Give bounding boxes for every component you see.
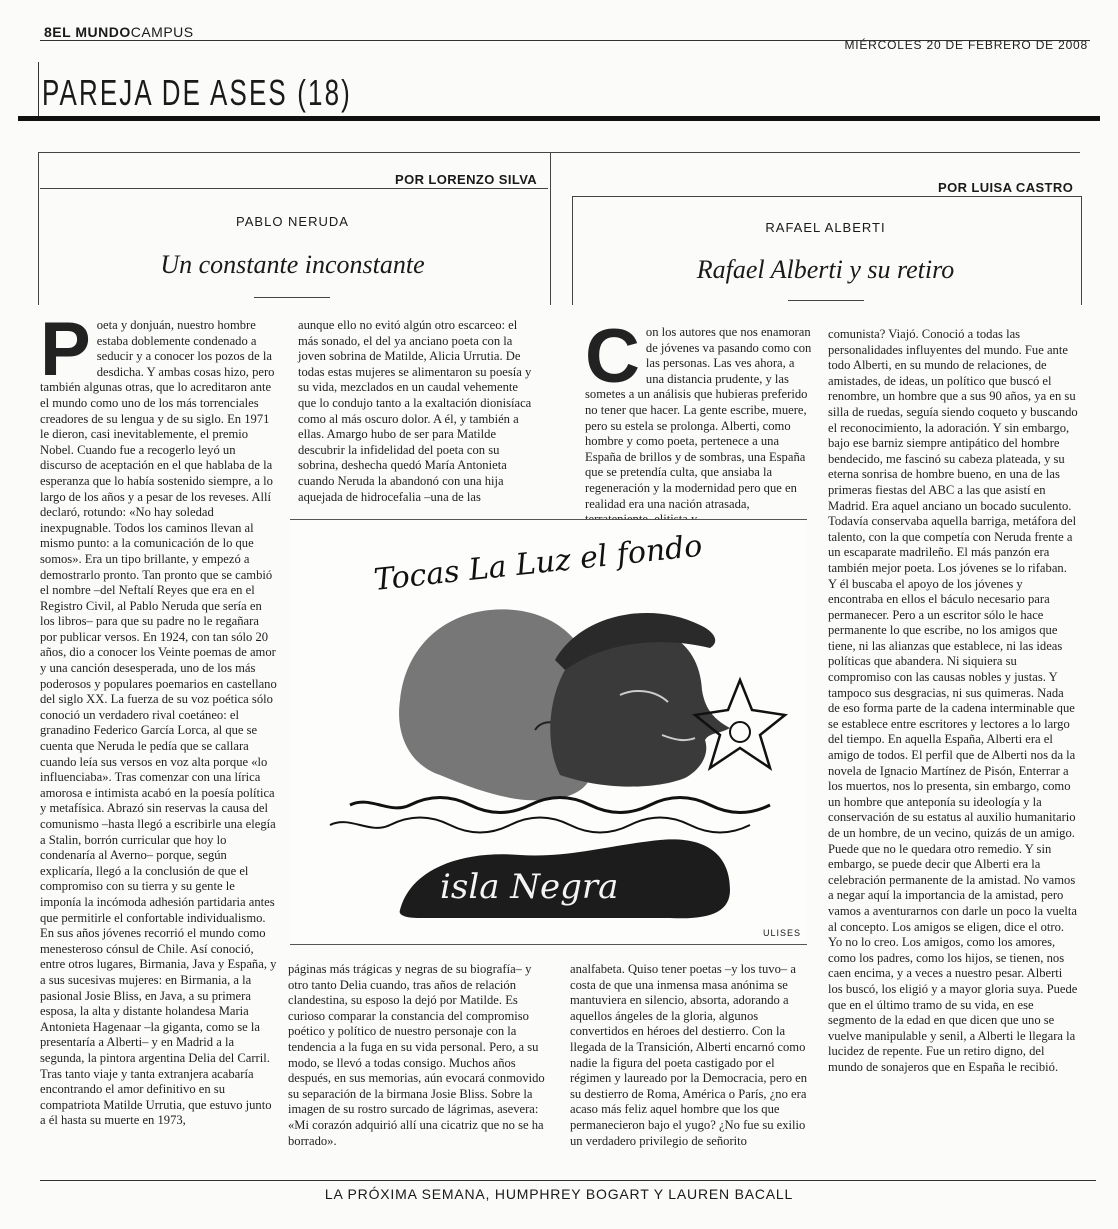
illustration-bottom-text: isla Negra <box>440 867 619 907</box>
left-column-2-bottom-text: páginas más trágicas y negras de su biografía– y otro tanto Delia cuando, tras años de relación clandestina, su esposo la dejó por Matilde. Es curioso comparar la constancia del compromiso poético y político de nuestro personaje con la tendencia a la fuga en su vida personal. Pero, a su modo, se llevó a todas consigo. Muchos años después, en sus memorias, aún evocará conmovido su separación de la birmana Josie Bliss. Sobre la imagen de su rostro surcado de lágrimas, asevera: «Mi corazón adquirió allí una cicatriz que no se ha borrado». <box>288 962 545 1148</box>
right-article-frame <box>572 196 1082 305</box>
left-headline: Un constante inconstante <box>160 250 425 279</box>
left-article-column-1 <box>40 307 278 1176</box>
star-spiral-icon <box>730 722 750 742</box>
header-rule <box>40 40 1090 41</box>
header-vertical-rule <box>38 62 39 118</box>
right-byline-rule <box>572 196 1080 197</box>
right-subject: RAFAEL ALBERTI <box>765 220 886 235</box>
right-article-column-1-bottom <box>570 962 815 1174</box>
illustration-credit: ULISES <box>762 928 801 938</box>
right-headline-rule <box>788 300 864 301</box>
right-byline: POR LUISA CASTRO <box>938 180 1074 195</box>
illustration-drawing <box>290 520 807 944</box>
illustration-neruda-alberti <box>290 519 807 945</box>
series-title: PAREJA DE ASES (18) <box>42 72 352 113</box>
footer-rule <box>40 1180 1096 1181</box>
dateline: MIÉRCOLES 20 DE FEBRERO DE 2008 <box>844 38 1088 52</box>
left-frame-rule <box>38 152 1080 153</box>
header-thick-rule <box>18 116 1100 121</box>
left-byline: POR LORENZO SILVA <box>395 172 538 187</box>
left-column-1-text: oeta y donjuán, nuestro hombre estaba doblemente condenado a seducir y a conocer los pozos de la desdicha. Y ambas cosas hizo, pero también algunas otras, que lo acreditaron ante el mundo como uno de los más torrenciales creadores de su lengua y de su siglo. En 1971 le dieron, casi inevitablemente, el premio Nobel. Cuando fue a recogerlo leyó un discurso de aceptación en el que hablaba de la esperanza que lo había sostenido siempre, a lo largo de los años y a pesar de los reveses. Allí declaró, rotundo: «No hay soledad inexpugnable. Todos los caminos llevan al mismo punto: a la comunicación de lo que somos». Era un tipo brillante, y empezó a demostrarlo pronto. Tan pronto que se cambió el nombre –del Neftalí Reyes que era en el Registro Civil, al Pablo Neruda que sería en los libros– para que su padre no le regañara por publicar versos. En 1924, con tan sólo 20 años, dio a conocer los Veinte poemas de amor y una canción desesperada, uno de los más poderosos y populares poemarios en castellano del siglo XX. La fuerza de su voz poética sólo conoció un verdadero rival coetáneo: el granadino Federico García Lorca, al que se cuenta que Neruda le pedía que se callara cuando leía sus versos en voz alta porque «lo influenciaba». Tras comenzar con una lírica amorosa e intimista acabó en la poesía política y metafísica. Abrazó sin reservas la causa del comunismo –hasta llegó a escribirle una elegía a Stalin, borrón curricular que hoy lo condenaría al Averno– porque, según explicaría, llegó a la conclusión de que el compromiso con su tierra y su gente le imponía la incómoda adhesión partidaria antes que permitirle el confortable individualismo. En sus años jóvenes recorrió el mundo como menesteroso cónsul de Chile. Así conoció, entre otros lugares, Birmania, Java y España, y a sus sucesivas mujeres: en Birmania, a la pasional Josie Bliss, en Java, a su primera esposa, la alta y distante holandesa Maria Antonieta Hagenaar –la giganta, como se la presentaría a Alberti– y en Madrid a la segunda, la pintora argentina Delia del Carril. Tras tanto viaje y tanta extranjera acabaría encontrando el amor definitivo en su compatriota Matilde Urrutia, que estuvo junto a él hasta su muerte en 1973, <box>40 318 277 1128</box>
next-week-teaser: LA PRÓXIMA SEMANA, HUMPHREY BOGART Y LAUREN BACALL <box>324 1186 794 1202</box>
wave-line-bottom <box>330 818 750 833</box>
right-article-column-1-top <box>585 314 815 515</box>
masthead <box>44 24 194 40</box>
publication-name: EL MUNDO <box>52 24 131 40</box>
left-article-column-2-bottom <box>288 962 550 1174</box>
left-column-2-top-text: aunque ello no evitó algún otro escarceo: el más sonado, el del ya anciano poeta con la joven sobrina de Matilde, Alicia Urrutia. De todas estas mujeres se alimentaron su poesía y su vida, mezclados en un caudal vehemente que lo condujo tanto a la exaltación dionisíaca como al más oscuro dolor. A él, y también a ellas. Amargo hubo de ser para Matilde descubrir la infidelidad del poeta con su sobrina, deshecha quedó María Antonieta cuando Neruda la abandonó con una hija aquejada de hidrocefalia –una de las <box>298 318 532 504</box>
right-column-1-bottom-text: analfabeta. Quiso tener poetas –y los tuvo– a costa de que una inmensa masa anónima se mantuviera en silencio, absorta, adorando a aquellos ángeles de la gloria, algunos convertidos en héroes del destierro. Con la llegada de la Transición, Alberti encarnó como nadie la figura del poeta castigado por el régimen y laureado por la Democracia, pero en su destierro de Roma, América o París, ¿no era acaso más feliz aquel hombre que los que permanecieron bajo el yugo? ¿No fue su exilio un verdadero privilegio de señorito <box>570 962 808 1148</box>
right-headline: Rafael Alberti y su retiro <box>696 255 955 284</box>
page-number: 8 <box>44 24 53 40</box>
right-dropcap: C <box>585 314 640 399</box>
left-headline-rule <box>254 297 330 298</box>
right-article-column-2 <box>828 327 1078 1175</box>
section-name: CAMPUS <box>130 24 194 40</box>
wave-line-top <box>350 798 770 813</box>
left-byline-rule <box>40 188 548 189</box>
left-dropcap: P <box>40 307 91 392</box>
illustration-top-text: Tocas La Luz el fondo <box>372 528 704 598</box>
left-article-column-2-top <box>298 318 538 513</box>
right-column-2-text: comunista? Viajó. Conoció a todas las personalidades influyentes del mundo. Fue ante todo Alberti, en su mundo de relaciones, de amistades, de ideas, un político que buscó el renombre, un hombre que a sus 90 años, ya en su silla de ruedas, seguía siendo coqueto y buscando el reconocimiento, la adoración. Y sin embargo, bajo ese barniz siempre antipático del hombre bendecido, me fascinó su cabeza plateada, y su eterna sonrisa de hombre bueno, en una de las primeras fiestas del ABC a las que asistí en Madrid. Era aquel anciano un bocado suculento. Todavía conservaba aquella barriga, metáfora del talento, con la que competía con Neruda frente a un escaparate madrileño. El más panzón era también mejor poeta. Los jóvenes se lo rifaban. Y él buscaba el apoyo de los jóvenes y encontraba en ellos el báculo necesario para permanecer. Pero a un escritor sólo le hace permanente lo que escribe, no los amigos que tiene, ni las alianzas que establece, ni las ideas políticas que abandera. Ni siquiera su compromiso con las causas nobles y justas. Y tampoco sus desgracias, ni sus quimeras. Nada de eso forma parte de la cadena interminable que se establece entre escritores y lectores a lo largo del tiempo. En aquella España, Alberti era el amigo de todos. El perfil que de Alberti nos da la novela de Ignacio Martínez de Pisón, Enterrar a los muertos, nos lo presenta, sin embargo, como un hombre que anteponía su ideología y la conservación de su estatus al auxilio humanitario de un hombre, de un vecino, quizás de un amigo. Puede que no le quedara otro remedio. Y sin embargo, se puede decir que Alberti era la celebración permanente de la amistad. No vamos a negar aquí la importancia de la amistad, pero vamos a aventurarnos con darle un poco la vuelta al concepto. Los amigos se eligen, dice el otro. Yo no lo creo. Los amigos, como los amores, como los padres, como los hijos, se tienen, nos caen encima, y a veces a nuestro pesar. Alberti los buscó, los eligió y a mayor gloria suya. Puede que en el último tramo de su vida, en ese segmento de la edad en que dicen que uno se vuelve manipulable y senil, a Alberti le llegara la lucidez de repente. Fue un retiro digno, del mundo de sonajeros que en España le recibió. <box>828 327 1078 1074</box>
right-column-1-top-text: on los autores que nos enamoran de jóvenes va pasando como con las personas. Las ves ahora, a una distancia prudente, y las sometes a un análisis que hubieras preferido no tener que hacer. La gente escribe, muere, pero su estela se prolonga. Alberti, como hombre y como poeta, pertenece a una España de brillos y de sombras, una España que se pretendía culta, que ansiaba la regeneración y la modernidad pero que en realidad era una nación atrasada, <box>585 325 812 511</box>
left-subject: PABLO NERUDA <box>236 214 349 229</box>
